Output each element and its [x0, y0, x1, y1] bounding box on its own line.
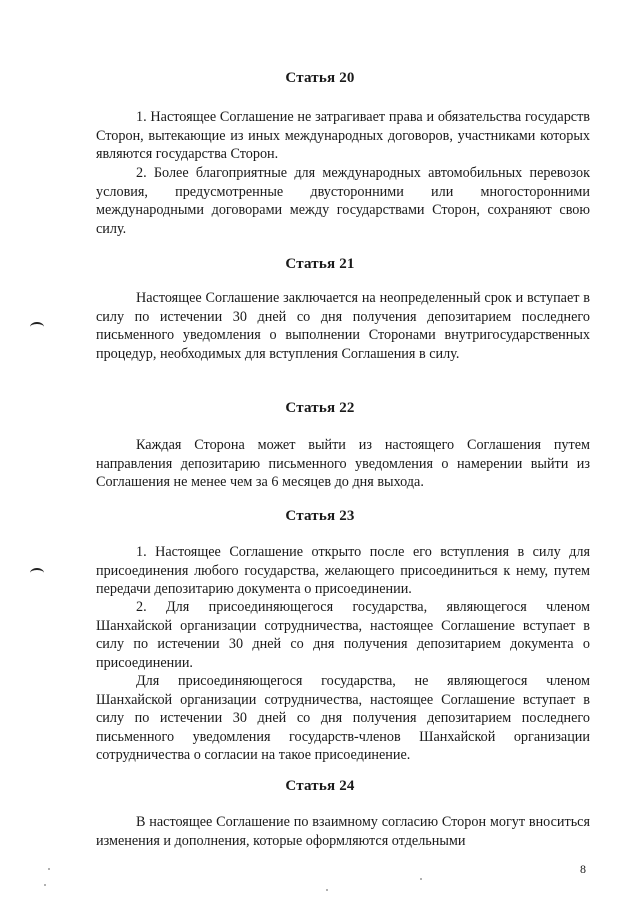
article-20-heading: Статья 20 [285, 70, 355, 86]
scan-speck [326, 889, 328, 891]
binder-mark [30, 568, 44, 578]
scan-speck [48, 868, 50, 870]
article-21-heading: Статья 21 [285, 256, 355, 272]
article-20-paragraph-1: 1. Настоящее Соглашение не затрагивает права и обязательства государств Сторон, вытекающие из иных международных договоров, участниками которых являются государства Сторон. [96, 109, 590, 163]
scan-speck [420, 878, 422, 880]
article-23-paragraph-1: 1. Настоящее Соглашение открыто после его вступления в силу для присоединения любого государства, желающего присоединиться к нему, путем передачи депозитарию документа о присоединении. [96, 544, 590, 598]
article-20-paragraph-2: 2. Более благоприятные для международных автомобильных перевозок условия, предусмотренные двусторонними или многосторонними международными договорами между государствами Сторон, сохраняют свою силу. [96, 165, 590, 237]
page-number: 8 [580, 862, 586, 876]
binder-mark [30, 322, 44, 332]
article-24-paragraph-1: В настоящее Соглашение по взаимному согласию Сторон могут вноситься изменения и дополнения, которые оформляются отдельными [96, 814, 590, 849]
article-23-paragraph-2: 2. Для присоединяющегося государства, являющегося членом Шанхайской организации сотрудничества, настоящее Соглашение вступает в силу по истечении 30 дней со дня получения депозитарием документа о присоединении. [96, 599, 590, 671]
article-21-paragraph-1: Настоящее Соглашение заключается на неопределенный срок и вступает в силу по истечении 30 дней со дня получения депозитарием последнего письменного уведомления о выполнении Сторонами внутригосударственных процедур, необходимых для вступления Соглашения в силу. [96, 290, 590, 362]
scan-speck [44, 884, 46, 886]
article-23-heading: Статья 23 [285, 508, 355, 524]
article-24-heading: Статья 24 [285, 778, 355, 794]
article-22-paragraph-1: Каждая Сторона может выйти из настоящего Соглашения путем направления депозитарию письменного уведомления о намерении выйти из Соглашения не менее чем за 6 месяцев до дня выхода. [96, 437, 590, 491]
article-22-heading: Статья 22 [285, 400, 355, 416]
article-23-paragraph-3: Для присоединяющегося государства, не являющегося членом Шанхайской организации сотрудничества, настоящее Соглашение вступает в силу по истечении 30 дней со дня получения депозитарием последнего письменного уведомления государств-членов Шанхайской организации сотрудничества о согласии на такое присоединение. [96, 673, 590, 764]
